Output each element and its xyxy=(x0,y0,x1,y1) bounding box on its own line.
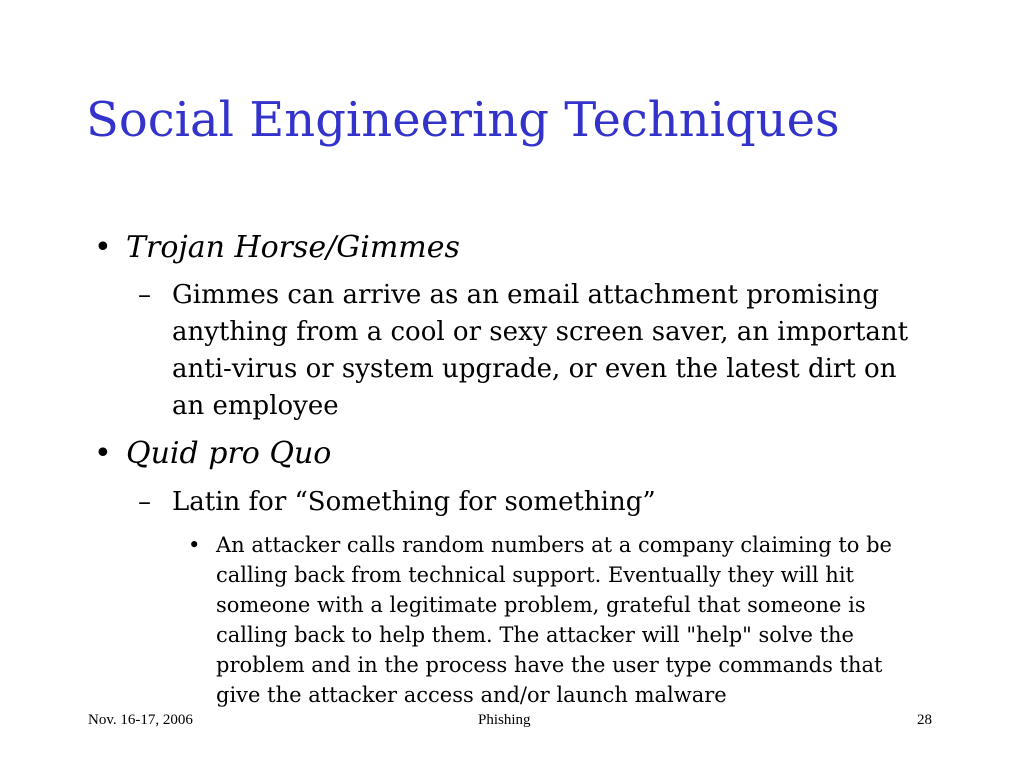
slide-title: Social Engineering Techniques xyxy=(86,92,840,148)
footer-topic: Phishing xyxy=(478,712,531,728)
sub-bullet-text: Gimmes can arrive as an email attachment promising anything from a cool or sexy screen saver, an important anti-virus or system upgrade, or even the latest dirt on an employee xyxy=(172,280,909,421)
bullet-mark: • xyxy=(188,533,201,557)
sub-bullet-latin xyxy=(138,484,928,521)
sub-bullet-gimmes xyxy=(138,277,928,425)
dash-mark: – xyxy=(138,487,151,517)
sub-bullet-text: Latin for “Something for something” xyxy=(172,487,656,517)
footer-page-number: 28 xyxy=(917,712,932,728)
sub-sub-bullet-attacker xyxy=(188,530,908,710)
bullet-text: Trojan Horse/Gimmes xyxy=(126,230,460,265)
bullet-text: Quid pro Quo xyxy=(126,436,332,471)
sub-sub-bullet-text: An attacker calls random numbers at a company claiming to be calling back from technical support. Eventually they will hit someone with a legitimate problem, grateful that someone is calling back to help them. The attacker will "help" solve the problem and in the process have the user type commands that give the attacker access and/or launch malware xyxy=(216,533,892,707)
bullet-mark: • xyxy=(94,436,112,471)
footer-date: Nov. 16-17, 2006 xyxy=(88,712,193,728)
bullet-mark: • xyxy=(94,230,112,265)
dash-mark: – xyxy=(138,280,151,310)
